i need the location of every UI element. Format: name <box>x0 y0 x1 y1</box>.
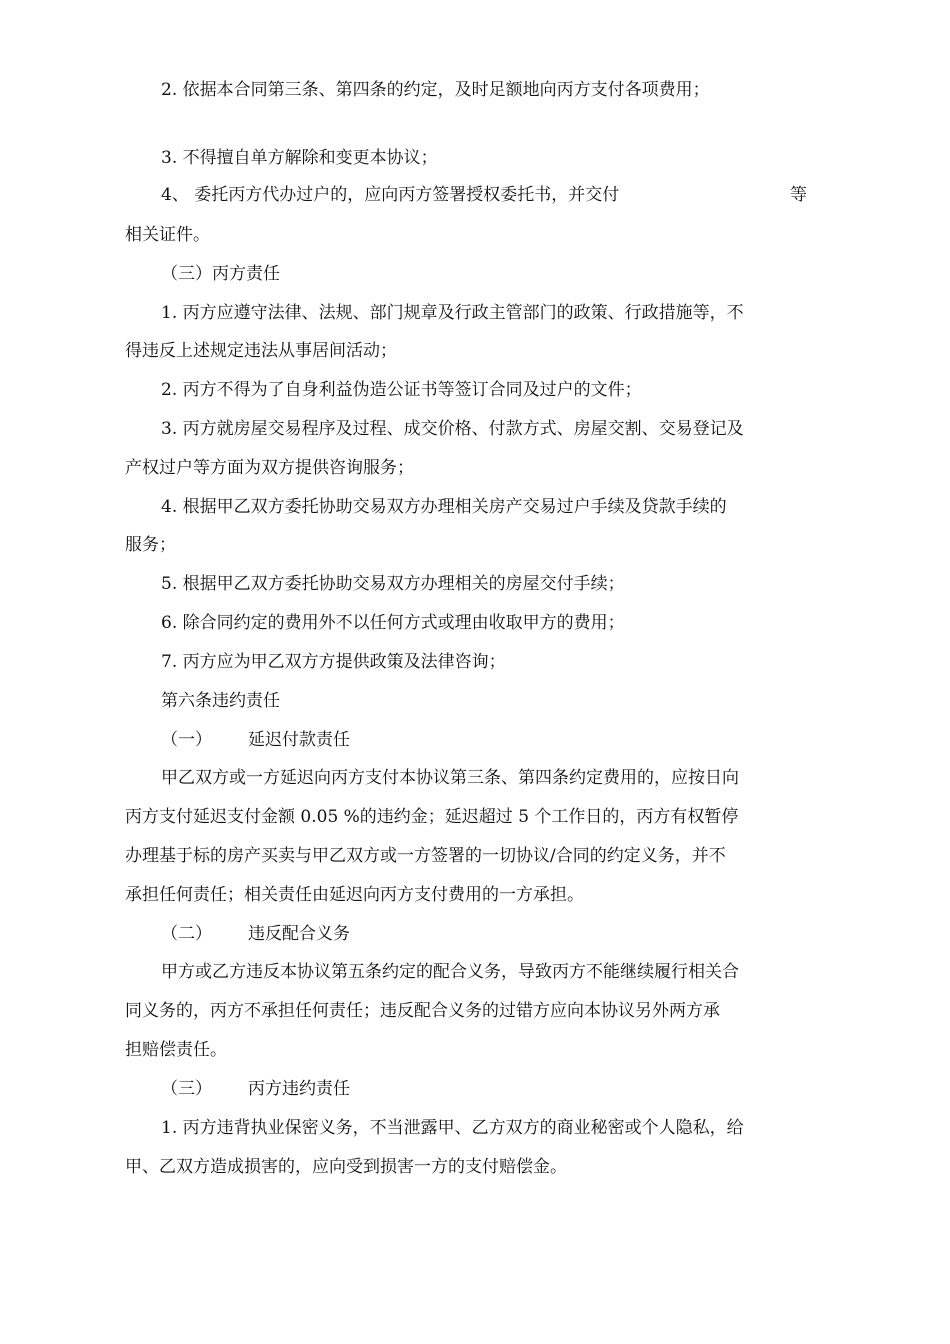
article-heading: 第六条违约责任 <box>161 691 280 711</box>
text-line: 承担任何责任；相关责任由延迟向丙方支付费用的一方承担。 <box>125 885 584 905</box>
text-line: 3. 丙方就房屋交易程序及过程、成交价格、付款方式、房屋交割、交易登记及 <box>161 419 744 439</box>
text-line: 1. 丙方应遵守法律、法规、部门规章及行政主管部门的政策、行政措施等，不 <box>161 303 744 323</box>
subsection-title: 延迟付款责任 <box>248 730 350 750</box>
subsection-title: 丙方违约责任 <box>248 1079 350 1099</box>
text-line: 甲方或乙方违反本协议第五条约定的配合义务，导致丙方不能继续履行相关合 <box>161 962 739 982</box>
text-line: 2. 依据本合同第三条、第四条的约定，及时足额地向丙方支付各项费用； <box>161 80 710 100</box>
text-line: 担赔偿责任。 <box>125 1040 227 1060</box>
text-line: 3. 不得擅自单方解除和变更本协议； <box>161 148 438 168</box>
text-line: 2. 丙方不得为了自身利益伪造公证书等签订合同及过户的文件； <box>161 380 642 400</box>
text-line: 产权过户等方面为双方提供咨询服务； <box>125 458 414 478</box>
text-line: 6. 除合同约定的费用外不以任何方式或理由收取甲方的费用； <box>161 613 625 633</box>
text-line: 等 <box>790 185 807 205</box>
text-line: 甲乙双方或一方延迟向丙方支付本协议第三条、第四条约定费用的，应按日向 <box>161 768 739 788</box>
subsection-number: （二） <box>161 924 212 944</box>
subsection-number: （三） <box>161 1079 212 1099</box>
text-line: 丙方支付延迟支付金额 0.05 %的违约金；延迟超过 5 个工作日的，丙方有权暂停 <box>125 807 739 827</box>
text-line: 相关证件。 <box>125 225 210 245</box>
text-line: 同义务的，丙方不承担任何责任；违反配合义务的过错方应向本协议另外两方承 <box>125 1001 720 1021</box>
text-line: 得违反上述规定违法从事居间活动； <box>125 341 397 361</box>
text-line: 4、 委托丙方代办过户的，应向丙方签署授权委托书，并交付 <box>161 185 620 205</box>
text-line: 7. 丙方应为甲乙双方方提供政策及法律咨询； <box>161 652 506 672</box>
text-line: 办理基于标的房产买卖与甲乙双方或一方签署的一切协议/合同的约定义务，并不 <box>125 846 726 866</box>
text-line: 1. 丙方违背执业保密义务，不当泄露甲、乙方双方的商业秘密或个人隐私，给 <box>161 1118 744 1138</box>
text-line: 5. 根据甲乙双方委托协助交易双方办理相关的房屋交付手续； <box>161 574 625 594</box>
text-line: 4. 根据甲乙双方委托协助交易双方办理相关房产交易过户手续及贷款手续的 <box>161 497 727 517</box>
subsection-number: （一） <box>161 730 212 750</box>
subsection-title: 违反配合义务 <box>248 924 350 944</box>
section-heading: （三）丙方责任 <box>161 264 280 284</box>
text-line: 服务； <box>125 535 176 555</box>
text-line: 甲、乙双方造成损害的，应向受到损害一方的支付赔偿金。 <box>125 1157 567 1177</box>
